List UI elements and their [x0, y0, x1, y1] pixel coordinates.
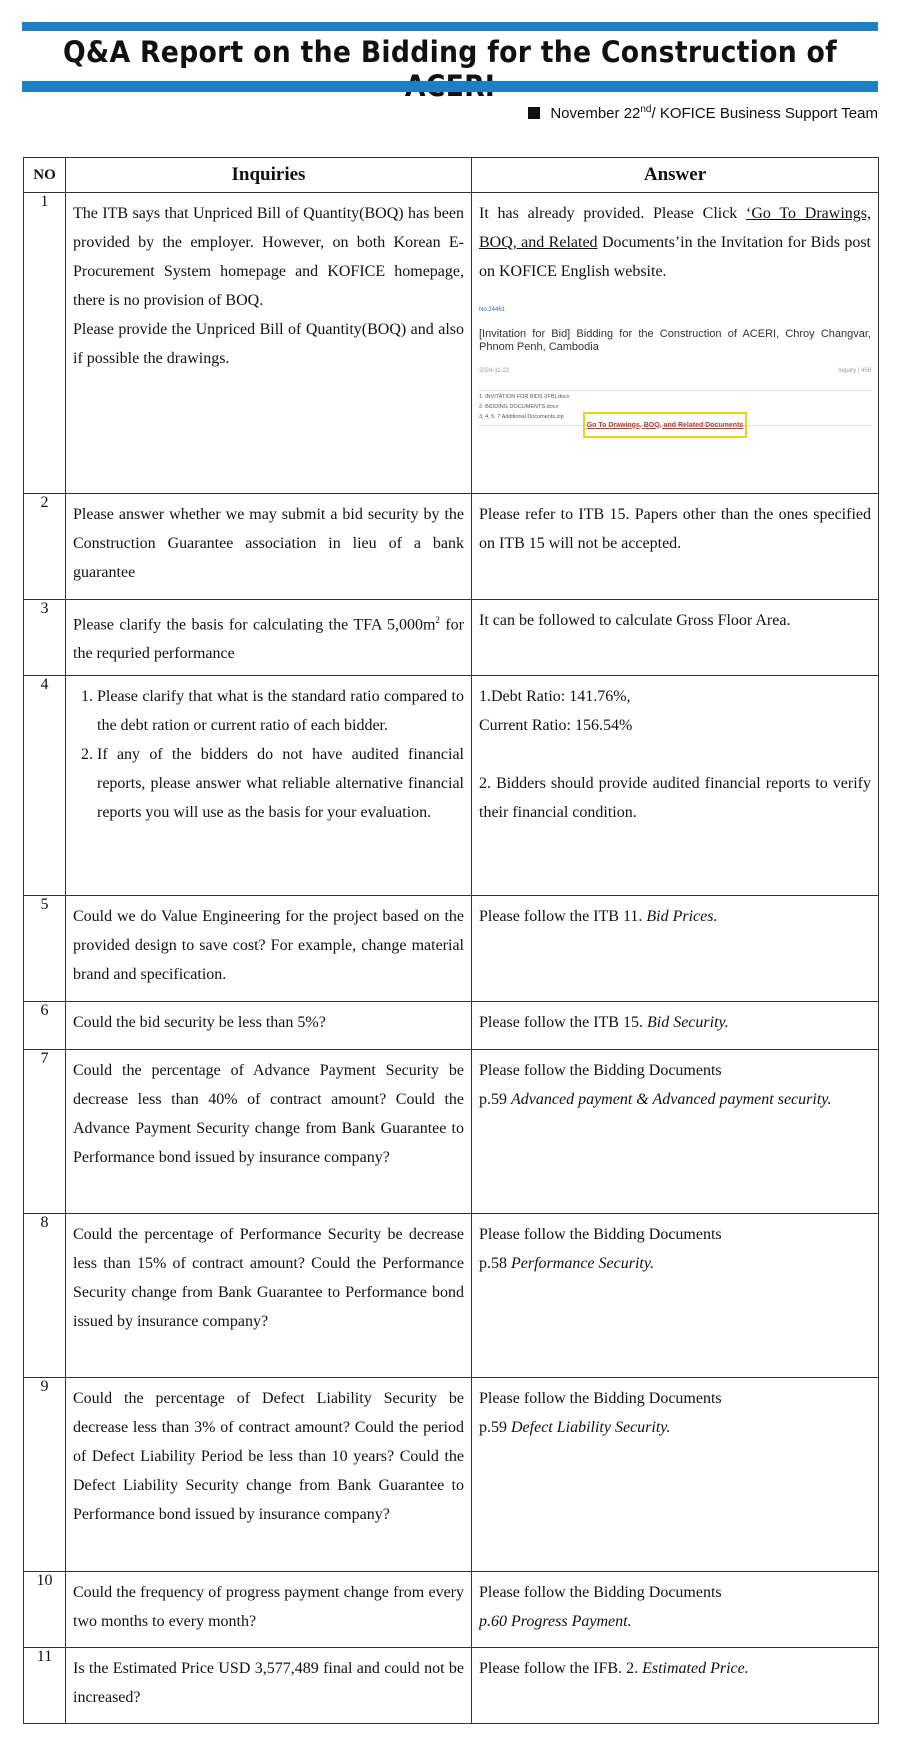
answer-text: p.59 Advanced payment & Advanced payment security.	[479, 1091, 832, 1108]
list-item: 2. If any of the bidders do not have audited financial reports, please answer what reliable alternative financial reports you will use as the basis for your evaluation.	[97, 740, 464, 827]
row-number: 3	[24, 600, 66, 676]
post-number: No.24461	[479, 307, 506, 313]
row-number: 5	[24, 896, 66, 1002]
answer-text: p.60 Progress Payment.	[479, 1613, 632, 1630]
post-meta: 2024-11-22 Inquiry | 456	[479, 368, 871, 374]
table-row	[24, 676, 879, 896]
row-number: 2	[24, 494, 66, 600]
inquiry-cell: Could the percentage of Advance Payment Security be decrease less than 40% of contract amount? Could the Advance Payment Security change from Bank Guarantee to Performance bond issued by insurance company?	[66, 1050, 472, 1214]
inquiry-cell: Please answer whether we may submit a bid security by the Construction Guarantee association in lieu of a bank guarantee	[66, 494, 472, 600]
answer-text: Current Ratio: 156.54%	[479, 717, 633, 734]
answer-text: p.59 Defect Liability Security.	[479, 1419, 671, 1436]
table-row	[24, 1378, 879, 1572]
inquiry-cell: Could the frequency of progress payment change from every two months to every month?	[66, 1572, 472, 1648]
table-header-row	[24, 158, 879, 193]
answer-cell: Please follow the IFB. 2. Estimated Price.	[472, 1648, 879, 1724]
report-date: November 22nd	[550, 104, 652, 122]
inquiry-cell: Could the percentage of Performance Security be decrease less than 15% of contract amount? Could the Performance Security change from Bank Guarantee to Performance bond issued by insurance company?	[66, 1214, 472, 1378]
answer-cell: Please follow the ITB 15. Bid Security.	[472, 1002, 879, 1050]
table-row	[24, 1002, 879, 1050]
answer-cell: Please refer to ITB 15. Papers other than the ones specified on ITB 15 will not be accepted.	[472, 494, 879, 600]
answer-cell	[472, 1214, 879, 1378]
inquiry-cell: Could the bid security be less than 5%?	[66, 1002, 472, 1050]
answer-text: Please follow the Bidding Documents	[479, 1226, 722, 1243]
row-number: 4	[24, 676, 66, 896]
divider	[479, 390, 871, 391]
answer-cell	[472, 1050, 879, 1214]
row-number: 10	[24, 1572, 66, 1648]
attachment-item[interactable]: 3, 4, 5, 7 Additional Documents.zip	[479, 414, 564, 420]
row-number: 7	[24, 1050, 66, 1214]
page-title: Q&A Report on the Bidding for the Construction of	[62, 35, 838, 69]
answer-text: p.58 Performance Security.	[479, 1255, 655, 1272]
list-item: 1. Please clarify that what is the standard ratio compared to the debt ration or current ratio of each bidder.	[97, 682, 464, 740]
inquiry-cell	[66, 676, 472, 896]
website-screenshot	[479, 296, 871, 446]
table-row	[24, 193, 879, 494]
answer-text: It has already provided. Please Click ‘Go To Drawings, BOQ, and Related Documents’in the Invitation for Bids post on KOFICE English website.	[479, 205, 872, 280]
report-header	[22, 22, 878, 92]
inquiry-cell	[66, 193, 472, 494]
inquiry-cell: Please clarify the basis for calculating the TFA $5,000m^2$ for the requried performance	[66, 600, 472, 676]
row-number: 9	[24, 1378, 66, 1572]
go-to-documents-button[interactable]: Go To Drawings, BOQ, and Related Documents	[583, 412, 747, 438]
header-bottom-rule	[22, 81, 878, 92]
answer-text: 1.Debt Ratio: 141.76%,	[479, 688, 631, 705]
table-row	[24, 1648, 879, 1724]
header-inquiries: Inquiries	[66, 158, 472, 193]
inquiry-list	[73, 682, 464, 827]
answer-cell: It can be followed to calculate Gross Floor Area.	[472, 600, 879, 676]
answer-text: Please follow the Bidding Documents	[479, 1062, 722, 1079]
attachment-item[interactable]: 2. BIDDING DOCUMENTS.docx	[479, 404, 559, 410]
table-row	[24, 1214, 879, 1378]
report-team: / KOFICE Business Support Team	[651, 104, 878, 122]
inquiry-text: The ITB says that Unpriced Bill of Quantity(BOQ) has been provided by the employer. However, on both Korean E-Procurement System homepage and KOFICE homepage, there is no provision of BOQ.	[73, 205, 464, 309]
table-row	[24, 1572, 879, 1648]
answer-text: Please follow the Bidding Documents	[479, 1584, 722, 1601]
table-row	[24, 600, 879, 676]
go-to-documents-link[interactable]: ‘Go To Drawings, BOQ, and Related	[479, 205, 871, 251]
attachment-item[interactable]: 1. INVITATION FOR BIDS (IFB).docx	[479, 394, 570, 400]
inquiry-text: Please provide the Unpriced Bill of Quantity(BOQ) and also if possible the drawings.	[73, 321, 464, 367]
qa-table	[23, 157, 879, 1724]
post-title: [Invitation for Bid] Bidding for the Construction of ACERI, Chroy Changvar, Phnom Penh, Cambodia	[479, 328, 871, 353]
bullet-square-icon	[528, 107, 540, 119]
answer-cell	[472, 1572, 879, 1648]
row-number: 6	[24, 1002, 66, 1050]
answer-text: 2. Bidders should provide audited financial reports to verify their financial condition.	[479, 775, 871, 821]
answer-cell	[472, 676, 879, 896]
header-top-rule	[22, 22, 878, 31]
answer-cell	[472, 193, 879, 494]
row-number: 11	[24, 1648, 66, 1724]
inquiry-cell: Could we do Value Engineering for the project based on the provided design to save cost? For example, change material brand and specification.	[66, 896, 472, 1002]
report-meta	[528, 104, 878, 122]
row-number: 1	[24, 193, 66, 494]
table-row	[24, 1050, 879, 1214]
header-no: NO	[24, 158, 66, 193]
row-number: 8	[24, 1214, 66, 1378]
inquiry-cell: Is the Estimated Price USD 3,577,489 final and could not be increased?	[66, 1648, 472, 1724]
header-answer: Answer	[472, 158, 879, 193]
table-row	[24, 494, 879, 600]
inquiry-cell: Could the percentage of Defect Liability Security be decrease less than 3% of contract amount? Could the period of Defect Liability Period be less than 10 years? Could the Defect Liability Security change from Bank Guarantee to Performance bond issued by insurance company?	[66, 1378, 472, 1572]
answer-cell: Please follow the ITB 11. Bid Prices.	[472, 896, 879, 1002]
table-row	[24, 896, 879, 1002]
answer-cell	[472, 1378, 879, 1572]
answer-text: Please follow the Bidding Documents	[479, 1390, 722, 1407]
